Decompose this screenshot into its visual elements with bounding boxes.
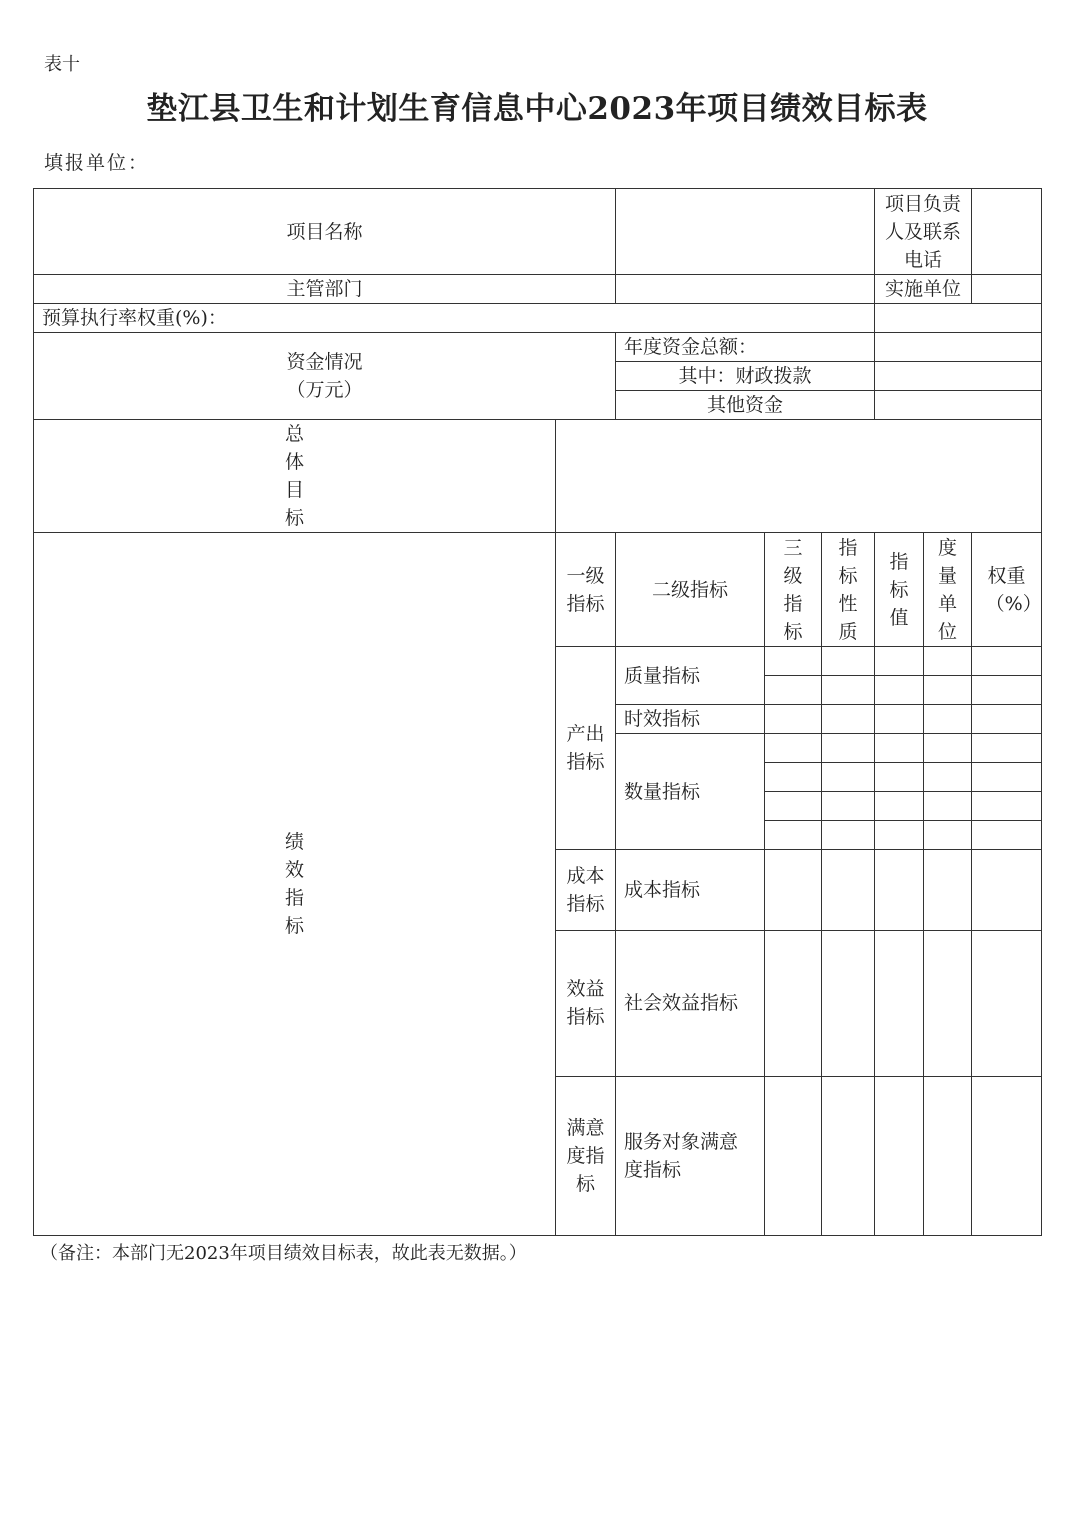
performance-label: 绩效指标 bbox=[285, 831, 305, 938]
table-cell[interactable] bbox=[822, 705, 875, 734]
implementer-label: 实施单位 bbox=[875, 275, 972, 304]
table-cell[interactable] bbox=[924, 647, 972, 676]
table-cell[interactable] bbox=[822, 930, 875, 1076]
table-cell[interactable] bbox=[822, 647, 875, 676]
project-name-value[interactable] bbox=[616, 189, 875, 275]
table-cell[interactable] bbox=[924, 705, 972, 734]
table-cell[interactable] bbox=[924, 821, 972, 850]
project-leader-label: 项目负责人及联系电话 bbox=[875, 189, 972, 275]
table-cell[interactable] bbox=[972, 821, 1042, 850]
table-cell[interactable] bbox=[875, 647, 924, 676]
col-nature-header: 指标性质 bbox=[838, 536, 858, 643]
table-cell[interactable] bbox=[765, 792, 822, 821]
table-cell[interactable] bbox=[972, 676, 1042, 705]
annual-total-value[interactable] bbox=[875, 333, 1042, 362]
table-cell[interactable] bbox=[765, 1076, 822, 1235]
table-cell[interactable] bbox=[822, 850, 875, 930]
table-cell[interactable] bbox=[924, 792, 972, 821]
table-cell[interactable] bbox=[972, 647, 1042, 676]
table-cell[interactable] bbox=[924, 930, 972, 1076]
col-unit-header: 度量单位 bbox=[938, 536, 958, 643]
table-cell[interactable] bbox=[875, 850, 924, 930]
quality-indicator-label: 质量指标 bbox=[616, 647, 765, 705]
department-label: 主管部门 bbox=[34, 275, 616, 304]
table-cell[interactable] bbox=[972, 792, 1042, 821]
department-value[interactable] bbox=[616, 275, 875, 304]
table-cell[interactable] bbox=[765, 647, 822, 676]
table-cell[interactable] bbox=[972, 705, 1042, 734]
funding-unit: （万元） bbox=[286, 379, 363, 402]
table-cell[interactable] bbox=[875, 676, 924, 705]
table-cell[interactable] bbox=[765, 930, 822, 1076]
fiscal-value[interactable] bbox=[875, 362, 1042, 391]
annual-total-label: 年度资金总额： bbox=[616, 333, 875, 362]
other-funds-value[interactable] bbox=[875, 391, 1042, 420]
table-cell[interactable] bbox=[875, 763, 924, 792]
table-cell[interactable] bbox=[924, 676, 972, 705]
service-satisfaction-indicator-label: 服务对象满意度指标 bbox=[616, 1076, 765, 1235]
table-cell[interactable] bbox=[924, 763, 972, 792]
col-value-header: 指标值 bbox=[889, 550, 909, 629]
col-nature-header-cell bbox=[822, 533, 875, 647]
footnote: （备注：本部门无2023年项目绩效目标表，故此表无数据。） bbox=[40, 1243, 527, 1264]
overall-goal-value[interactable] bbox=[556, 420, 1042, 533]
performance-target-table bbox=[33, 188, 1042, 1236]
fill-unit-label: 填报单位： bbox=[44, 152, 150, 174]
benefit-indicator-label: 效益指标 bbox=[556, 930, 616, 1076]
funding-label-cell bbox=[34, 333, 616, 420]
funding-label: 资金情况 bbox=[286, 351, 363, 374]
table-cell[interactable] bbox=[924, 1076, 972, 1235]
table-cell[interactable] bbox=[822, 821, 875, 850]
col-level3-header: 三级指标 bbox=[783, 536, 803, 643]
cost-sub-indicator-label: 成本指标 bbox=[616, 850, 765, 930]
table-cell[interactable] bbox=[875, 930, 924, 1076]
table-cell[interactable] bbox=[765, 850, 822, 930]
col-level3-header-cell bbox=[765, 533, 822, 647]
table-cell[interactable] bbox=[875, 792, 924, 821]
col-value-header-cell bbox=[875, 533, 924, 647]
table-cell[interactable] bbox=[822, 792, 875, 821]
table-cell[interactable] bbox=[765, 705, 822, 734]
table-cell[interactable] bbox=[972, 763, 1042, 792]
table-cell[interactable] bbox=[924, 850, 972, 930]
other-funds-label: 其他资金 bbox=[616, 391, 875, 420]
budget-rate-weight-value[interactable] bbox=[875, 304, 1042, 333]
table-cell[interactable] bbox=[972, 930, 1042, 1076]
page-title: 垫江县卫生和计划生育信息中心2023年项目绩效目标表 bbox=[146, 91, 928, 127]
project-leader-value[interactable] bbox=[972, 189, 1042, 275]
overall-goal-label-cell bbox=[34, 420, 556, 533]
project-name-label: 项目名称 bbox=[34, 189, 616, 275]
table-cell[interactable] bbox=[972, 734, 1042, 763]
performance-label-cell bbox=[34, 533, 556, 1236]
table-cell[interactable] bbox=[765, 676, 822, 705]
table-cell[interactable] bbox=[765, 821, 822, 850]
implementer-value[interactable] bbox=[972, 275, 1042, 304]
table-cell[interactable] bbox=[924, 734, 972, 763]
cost-indicator-label: 成本指标 bbox=[556, 850, 616, 930]
table-cell[interactable] bbox=[875, 821, 924, 850]
table-cell[interactable] bbox=[875, 1076, 924, 1235]
social-benefit-indicator-label: 社会效益指标 bbox=[616, 930, 765, 1076]
col-unit-header-cell bbox=[924, 533, 972, 647]
timeliness-indicator-label: 时效指标 bbox=[616, 705, 765, 734]
fiscal-label: 其中：财政拨款 bbox=[616, 362, 875, 391]
satisfaction-indicator-label: 满意度指标 bbox=[556, 1076, 616, 1235]
table-cell[interactable] bbox=[875, 705, 924, 734]
output-indicator-label: 产出指标 bbox=[556, 647, 616, 850]
col-level2-header: 二级指标 bbox=[616, 533, 765, 647]
col-weight-header: 权重（%） bbox=[985, 564, 1042, 615]
table-cell[interactable] bbox=[822, 763, 875, 792]
col-weight-header-cell bbox=[972, 533, 1042, 647]
table-cell[interactable] bbox=[822, 734, 875, 763]
quantity-indicator-label: 数量指标 bbox=[616, 734, 765, 850]
col-level1-header: 一级指标 bbox=[556, 533, 616, 647]
table-cell[interactable] bbox=[765, 734, 822, 763]
table-number-label: 表十 bbox=[44, 54, 80, 75]
table-cell[interactable] bbox=[822, 1076, 875, 1235]
table-cell[interactable] bbox=[822, 676, 875, 705]
table-cell[interactable] bbox=[972, 1076, 1042, 1235]
table-cell[interactable] bbox=[875, 734, 924, 763]
overall-goal-label: 总体目标 bbox=[285, 423, 305, 530]
budget-rate-weight-label: 预算执行率权重(%)： bbox=[34, 304, 875, 333]
table-cell[interactable] bbox=[765, 763, 822, 792]
table-cell[interactable] bbox=[972, 850, 1042, 930]
